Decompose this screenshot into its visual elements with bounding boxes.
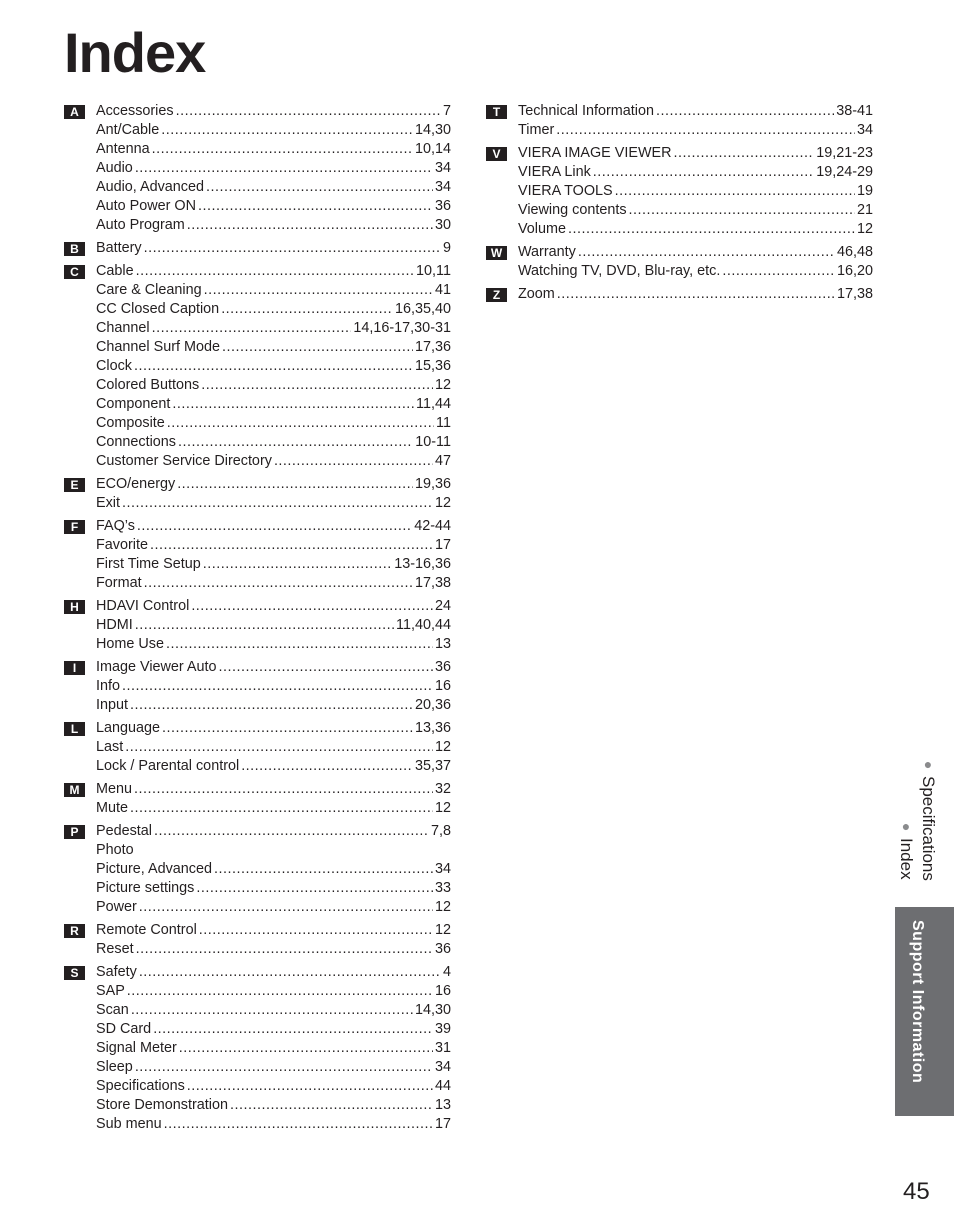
entry-page-ref: 12 bbox=[434, 899, 451, 915]
index-column-left bbox=[64, 102, 451, 1138]
dot-leader bbox=[191, 597, 433, 616]
index-entry[interactable] bbox=[96, 395, 451, 414]
dot-leader bbox=[199, 921, 433, 940]
dot-leader bbox=[153, 1020, 433, 1039]
entry-page-ref: 10-11 bbox=[415, 434, 451, 450]
index-group bbox=[486, 243, 873, 281]
entry-term: Language bbox=[96, 720, 161, 736]
entry-page-ref: 12 bbox=[434, 739, 451, 755]
dot-leader bbox=[136, 262, 414, 281]
index-entry[interactable] bbox=[96, 1058, 451, 1077]
index-group bbox=[64, 822, 451, 917]
index-entry[interactable] bbox=[518, 243, 873, 262]
entry-term: Signal Meter bbox=[96, 1040, 177, 1056]
index-letter-badge: M bbox=[64, 783, 85, 797]
index-entry[interactable] bbox=[96, 963, 451, 982]
index-entry[interactable] bbox=[96, 1115, 451, 1134]
entry-term: Menu bbox=[96, 781, 132, 797]
entry-term: Remote Control bbox=[96, 922, 197, 938]
entry-term: Info bbox=[96, 678, 121, 694]
dot-leader bbox=[176, 102, 441, 121]
index-entry[interactable] bbox=[96, 159, 451, 178]
index-entry[interactable] bbox=[96, 696, 451, 715]
bullet-icon: ● bbox=[920, 756, 936, 772]
entry-page-ref: 44 bbox=[434, 1078, 451, 1094]
nav-link-specifications[interactable]: ●Specifications bbox=[919, 756, 938, 881]
dot-leader bbox=[161, 121, 413, 140]
index-entry[interactable] bbox=[96, 140, 451, 159]
entry-term: Sub menu bbox=[96, 1116, 162, 1132]
entry-page-ref: 17,36 bbox=[414, 339, 451, 355]
index-entry[interactable] bbox=[96, 121, 451, 140]
dot-leader bbox=[204, 281, 433, 300]
entry-term: Scan bbox=[96, 1002, 129, 1018]
dot-leader bbox=[144, 574, 413, 593]
entry-term: Component bbox=[96, 396, 171, 412]
index-entry[interactable] bbox=[96, 555, 451, 574]
index-entry[interactable] bbox=[96, 616, 451, 635]
index-letter-badge: T bbox=[486, 105, 507, 119]
index-entry[interactable] bbox=[96, 658, 451, 677]
index-entry[interactable] bbox=[96, 376, 451, 395]
entry-page-ref: 17 bbox=[434, 537, 451, 553]
index-entry[interactable] bbox=[518, 163, 873, 182]
entry-page-ref: 12 bbox=[434, 922, 451, 938]
entry-term: Composite bbox=[96, 415, 165, 431]
index-entry[interactable] bbox=[96, 281, 451, 300]
entry-term: Warranty bbox=[518, 244, 576, 260]
entry-page-ref: 16 bbox=[434, 983, 451, 999]
dot-leader bbox=[135, 616, 394, 635]
entry-page-ref: 16,35,40 bbox=[394, 301, 451, 317]
dot-leader bbox=[593, 163, 814, 182]
index-entry[interactable] bbox=[96, 262, 451, 281]
dot-leader bbox=[154, 822, 429, 841]
dot-leader bbox=[656, 102, 834, 121]
dot-leader bbox=[557, 285, 835, 304]
index-entry[interactable] bbox=[96, 597, 451, 616]
entry-page-ref: 7 bbox=[442, 103, 451, 119]
index-entry[interactable] bbox=[96, 475, 451, 494]
dot-leader bbox=[135, 1058, 433, 1077]
entry-term: Clock bbox=[96, 358, 132, 374]
index-group bbox=[486, 285, 873, 304]
index-entry[interactable] bbox=[96, 860, 451, 879]
entry-term: VIERA TOOLS bbox=[518, 183, 613, 199]
page-number: 45 bbox=[903, 1178, 930, 1205]
dot-leader bbox=[152, 140, 413, 159]
entry-term: SD Card bbox=[96, 1021, 152, 1037]
index-group bbox=[64, 963, 451, 1134]
dot-leader bbox=[201, 376, 433, 395]
index-group bbox=[64, 597, 451, 654]
dot-leader bbox=[178, 433, 413, 452]
entry-term: Ant/Cable bbox=[96, 122, 160, 138]
dot-leader bbox=[214, 860, 433, 879]
entry-term: Home Use bbox=[96, 636, 164, 652]
dot-leader bbox=[172, 395, 414, 414]
entry-term: Power bbox=[96, 899, 137, 915]
entry-page-ref: 13 bbox=[434, 636, 451, 652]
nav-link-index[interactable]: ●Index bbox=[897, 818, 916, 880]
entry-term: Audio bbox=[96, 160, 133, 176]
section-tab-label: Support Information bbox=[909, 920, 926, 1084]
index-entry[interactable] bbox=[96, 898, 451, 917]
index-entry[interactable] bbox=[518, 285, 873, 304]
index-group bbox=[64, 517, 451, 593]
entry-term: Picture settings bbox=[96, 880, 195, 896]
index-entry[interactable] bbox=[518, 182, 873, 201]
index-letter-badge: E bbox=[64, 478, 85, 492]
entry-term: Care & Cleaning bbox=[96, 282, 202, 298]
section-nav bbox=[894, 756, 938, 881]
dot-leader bbox=[139, 898, 433, 917]
dot-leader bbox=[222, 338, 413, 357]
dot-leader bbox=[177, 475, 413, 494]
entry-page-ref: 17,38 bbox=[836, 286, 873, 302]
entry-page-ref: 36 bbox=[434, 941, 451, 957]
index-group bbox=[486, 144, 873, 239]
dot-leader bbox=[130, 799, 433, 818]
entry-term: Picture, Advanced bbox=[96, 861, 212, 877]
index-group bbox=[486, 102, 873, 140]
entry-term: Pedestal bbox=[96, 823, 153, 839]
index-entry[interactable] bbox=[96, 1001, 451, 1020]
entry-page-ref: 21 bbox=[856, 202, 873, 218]
bullet-icon: ● bbox=[898, 818, 914, 834]
dot-leader bbox=[221, 300, 393, 319]
dot-leader bbox=[164, 1115, 433, 1134]
entry-term: Connections bbox=[96, 434, 176, 450]
index-group bbox=[64, 921, 451, 959]
entry-term: Safety bbox=[96, 964, 137, 980]
dot-leader bbox=[166, 635, 433, 654]
entry-term: VIERA IMAGE VIEWER bbox=[518, 145, 672, 161]
entry-page-ref: 12 bbox=[434, 495, 451, 511]
entry-term: First Time Setup bbox=[96, 556, 201, 572]
entry-page-ref: 46,48 bbox=[836, 244, 873, 260]
entry-term: Image Viewer Auto bbox=[96, 659, 217, 675]
entry-page-ref: 32 bbox=[434, 781, 451, 797]
entry-term: SAP bbox=[96, 983, 125, 999]
entry-term: CC Closed Caption bbox=[96, 301, 220, 317]
dot-leader bbox=[139, 963, 441, 982]
entry-page-ref: 11,44 bbox=[416, 396, 451, 412]
index-entry[interactable] bbox=[96, 1077, 451, 1096]
dot-leader bbox=[629, 201, 855, 220]
entry-term: Audio, Advanced bbox=[96, 179, 205, 195]
entry-page-ref: 4 bbox=[442, 964, 451, 980]
index-group bbox=[64, 262, 451, 471]
dot-leader bbox=[131, 1001, 413, 1020]
entry-term: HDAVI Control bbox=[96, 598, 190, 614]
index-letter-badge: A bbox=[64, 105, 85, 119]
entry-page-ref: 12 bbox=[434, 800, 451, 816]
index-entry[interactable] bbox=[96, 452, 451, 471]
index-letter-badge: B bbox=[64, 242, 85, 256]
entry-page-ref: 13,36 bbox=[414, 720, 451, 736]
entry-page-ref: 7,8 bbox=[430, 823, 451, 839]
page-title: Index bbox=[64, 21, 206, 84]
dot-leader bbox=[615, 182, 855, 201]
entry-page-ref: 14,30 bbox=[414, 122, 451, 138]
index-group bbox=[64, 239, 451, 258]
index-entry[interactable] bbox=[96, 536, 451, 555]
index-entry[interactable] bbox=[96, 414, 451, 433]
entry-page-ref: 9 bbox=[442, 240, 451, 256]
entry-term: Cable bbox=[96, 263, 134, 279]
entry-page-ref: 10,14 bbox=[414, 141, 451, 157]
index-entry[interactable] bbox=[518, 201, 873, 220]
index-entry[interactable] bbox=[96, 1020, 451, 1039]
entry-term: Sleep bbox=[96, 1059, 133, 1075]
entry-page-ref: 30 bbox=[434, 217, 451, 233]
index-entry[interactable] bbox=[96, 197, 451, 216]
entry-page-ref: 13-16,36 bbox=[394, 556, 451, 572]
index-entry[interactable] bbox=[96, 921, 451, 940]
dot-leader bbox=[134, 357, 413, 376]
entry-page-ref: 34 bbox=[434, 179, 451, 195]
index-entry[interactable] bbox=[96, 574, 451, 593]
index-entry[interactable] bbox=[96, 433, 451, 452]
dot-leader bbox=[556, 121, 855, 140]
entry-term: Battery bbox=[96, 240, 142, 256]
dot-leader bbox=[230, 1096, 433, 1115]
index-group bbox=[64, 475, 451, 513]
dot-leader bbox=[241, 757, 413, 776]
entry-page-ref: 34 bbox=[434, 861, 451, 877]
dot-leader bbox=[206, 178, 433, 197]
entry-page-ref: 34 bbox=[434, 1059, 451, 1075]
dot-leader bbox=[674, 144, 815, 163]
entry-term: Auto Program bbox=[96, 217, 185, 233]
entry-page-ref: 36 bbox=[434, 659, 451, 675]
entry-page-ref: 38-41 bbox=[836, 103, 873, 119]
entry-term: Zoom bbox=[518, 286, 555, 302]
entry-page-ref: 39 bbox=[434, 1021, 451, 1037]
index-letter-badge: F bbox=[64, 520, 85, 534]
entry-page-ref: 33 bbox=[434, 880, 451, 896]
entry-term: Photo bbox=[96, 842, 134, 858]
entry-term: Mute bbox=[96, 800, 128, 816]
entry-page-ref: 19,24-29 bbox=[816, 164, 873, 180]
entry-term: Lock / Parental control bbox=[96, 758, 240, 774]
entry-term: ECO/energy bbox=[96, 476, 176, 492]
entry-term: Store Demonstration bbox=[96, 1097, 228, 1113]
entry-page-ref: 13 bbox=[434, 1097, 451, 1113]
entry-page-ref: 19,36 bbox=[414, 476, 451, 492]
index-entry[interactable] bbox=[96, 494, 451, 513]
index-entry[interactable] bbox=[96, 799, 451, 818]
entry-term: Auto Power ON bbox=[96, 198, 196, 214]
entry-term: Channel bbox=[96, 320, 150, 336]
dot-leader bbox=[125, 738, 433, 757]
entry-term: Customer Service Directory bbox=[96, 453, 272, 469]
entry-term: Specifications bbox=[96, 1078, 185, 1094]
index-entry[interactable] bbox=[96, 879, 451, 898]
entry-page-ref: 16 bbox=[434, 678, 451, 694]
dot-leader bbox=[187, 1077, 433, 1096]
entry-page-ref: 15,36 bbox=[414, 358, 451, 374]
dot-leader bbox=[198, 197, 433, 216]
index-entry[interactable] bbox=[96, 319, 451, 338]
index-letter-badge: Z bbox=[486, 288, 507, 302]
index-entry[interactable] bbox=[96, 338, 451, 357]
entry-page-ref: 47 bbox=[434, 453, 451, 469]
entry-term: Technical Information bbox=[518, 103, 654, 119]
entry-term: FAQ’s bbox=[96, 518, 135, 534]
index-entry[interactable] bbox=[96, 635, 451, 654]
index-letter-badge: H bbox=[64, 600, 85, 614]
entry-term: Input bbox=[96, 697, 129, 713]
entry-page-ref: 36 bbox=[434, 198, 451, 214]
entry-term: Viewing contents bbox=[518, 202, 627, 218]
dot-leader bbox=[137, 517, 412, 536]
entry-term: Favorite bbox=[96, 537, 148, 553]
index-entry[interactable] bbox=[518, 102, 873, 121]
entry-term: VIERA Link bbox=[518, 164, 591, 180]
entry-page-ref: 20,36 bbox=[414, 697, 451, 713]
index-group bbox=[64, 658, 451, 715]
index-letter-badge: S bbox=[64, 966, 85, 980]
index-entry[interactable] bbox=[518, 262, 873, 281]
index-entry[interactable] bbox=[518, 220, 873, 239]
index-entry[interactable] bbox=[96, 982, 451, 1001]
index-entry[interactable] bbox=[518, 144, 873, 163]
index-group bbox=[64, 719, 451, 776]
index-entry[interactable] bbox=[96, 102, 451, 121]
index-entry[interactable] bbox=[96, 1039, 451, 1058]
dot-leader bbox=[203, 555, 392, 574]
entry-page-ref: 34 bbox=[434, 160, 451, 176]
dot-leader bbox=[144, 239, 441, 258]
dot-leader bbox=[134, 780, 433, 799]
entry-term: Reset bbox=[96, 941, 134, 957]
entry-page-ref: 35,37 bbox=[414, 758, 451, 774]
entry-page-ref: 12 bbox=[434, 377, 451, 393]
dot-leader bbox=[274, 452, 433, 471]
index-entry[interactable] bbox=[96, 940, 451, 959]
entry-page-ref: 11 bbox=[436, 415, 451, 431]
entry-page-ref: 17 bbox=[434, 1116, 451, 1132]
dot-leader bbox=[127, 982, 433, 1001]
entry-term: Channel Surf Mode bbox=[96, 339, 220, 355]
dot-leader bbox=[136, 940, 433, 959]
index-entry[interactable] bbox=[96, 517, 451, 536]
entry-page-ref: 14,16-17,30-31 bbox=[353, 320, 451, 336]
dot-leader bbox=[152, 319, 352, 338]
index-entry[interactable] bbox=[96, 841, 451, 860]
entry-page-ref: 12 bbox=[856, 221, 873, 237]
entry-page-ref: 19,21-23 bbox=[816, 145, 873, 161]
index-entry[interactable] bbox=[96, 719, 451, 738]
index-letter-badge: L bbox=[64, 722, 85, 736]
entry-term: Colored Buttons bbox=[96, 377, 200, 393]
dot-leader bbox=[179, 1039, 433, 1058]
index-letter-badge: P bbox=[64, 825, 85, 839]
dot-leader bbox=[122, 677, 433, 696]
dot-leader bbox=[135, 159, 433, 178]
entry-term: Volume bbox=[518, 221, 566, 237]
index-entry[interactable] bbox=[96, 780, 451, 799]
dot-leader bbox=[187, 216, 433, 235]
index-group bbox=[64, 780, 451, 818]
index-column-right bbox=[486, 102, 873, 308]
index-entry[interactable] bbox=[96, 822, 451, 841]
entry-term: Watching TV, DVD, Blu-ray, etc. bbox=[518, 263, 721, 279]
index-entry[interactable] bbox=[96, 178, 451, 197]
index-letter-badge: C bbox=[64, 265, 85, 279]
entry-page-ref: 24 bbox=[434, 598, 451, 614]
index-letter-badge: W bbox=[486, 246, 507, 260]
index-letter-badge: I bbox=[64, 661, 85, 675]
dot-leader bbox=[722, 262, 835, 281]
entry-page-ref: 19 bbox=[856, 183, 873, 199]
index-entry[interactable] bbox=[96, 738, 451, 757]
index-entry[interactable] bbox=[518, 121, 873, 140]
index-entry[interactable] bbox=[96, 216, 451, 235]
entry-page-ref: 14,30 bbox=[414, 1002, 451, 1018]
dot-leader bbox=[568, 220, 855, 239]
entry-page-ref: 11,40,44 bbox=[396, 617, 451, 633]
index-entry[interactable] bbox=[96, 239, 451, 258]
dot-leader bbox=[150, 536, 433, 555]
entry-term: Exit bbox=[96, 495, 120, 511]
entry-term: Last bbox=[96, 739, 124, 755]
entry-term: Accessories bbox=[96, 103, 174, 119]
entry-page-ref: 34 bbox=[856, 122, 873, 138]
entry-term: HDMI bbox=[96, 617, 133, 633]
entry-term: Timer bbox=[518, 122, 555, 138]
index-entry[interactable] bbox=[96, 357, 451, 376]
dot-leader bbox=[167, 414, 434, 433]
index-entry[interactable] bbox=[96, 300, 451, 319]
index-entry[interactable] bbox=[96, 1096, 451, 1115]
dot-leader bbox=[196, 879, 433, 898]
entry-page-ref: 16,20 bbox=[836, 263, 873, 279]
dot-leader bbox=[122, 494, 433, 513]
dot-leader bbox=[578, 243, 835, 262]
index-entry[interactable] bbox=[96, 757, 451, 776]
dot-leader bbox=[162, 719, 413, 738]
entry-term: Antenna bbox=[96, 141, 150, 157]
dot-leader bbox=[219, 658, 433, 677]
entry-page-ref: 10,11 bbox=[416, 263, 451, 279]
entry-term: Format bbox=[96, 575, 142, 591]
entry-page-ref: 41 bbox=[434, 282, 451, 298]
entry-page-ref: 17,38 bbox=[414, 575, 451, 591]
index-letter-badge: V bbox=[486, 147, 507, 161]
dot-leader bbox=[130, 696, 413, 715]
entry-page-ref: 31 bbox=[434, 1040, 451, 1056]
entry-page-ref: 42-44 bbox=[414, 518, 451, 534]
index-group bbox=[64, 102, 451, 235]
index-letter-badge: R bbox=[64, 924, 85, 938]
index-entry[interactable] bbox=[96, 677, 451, 696]
